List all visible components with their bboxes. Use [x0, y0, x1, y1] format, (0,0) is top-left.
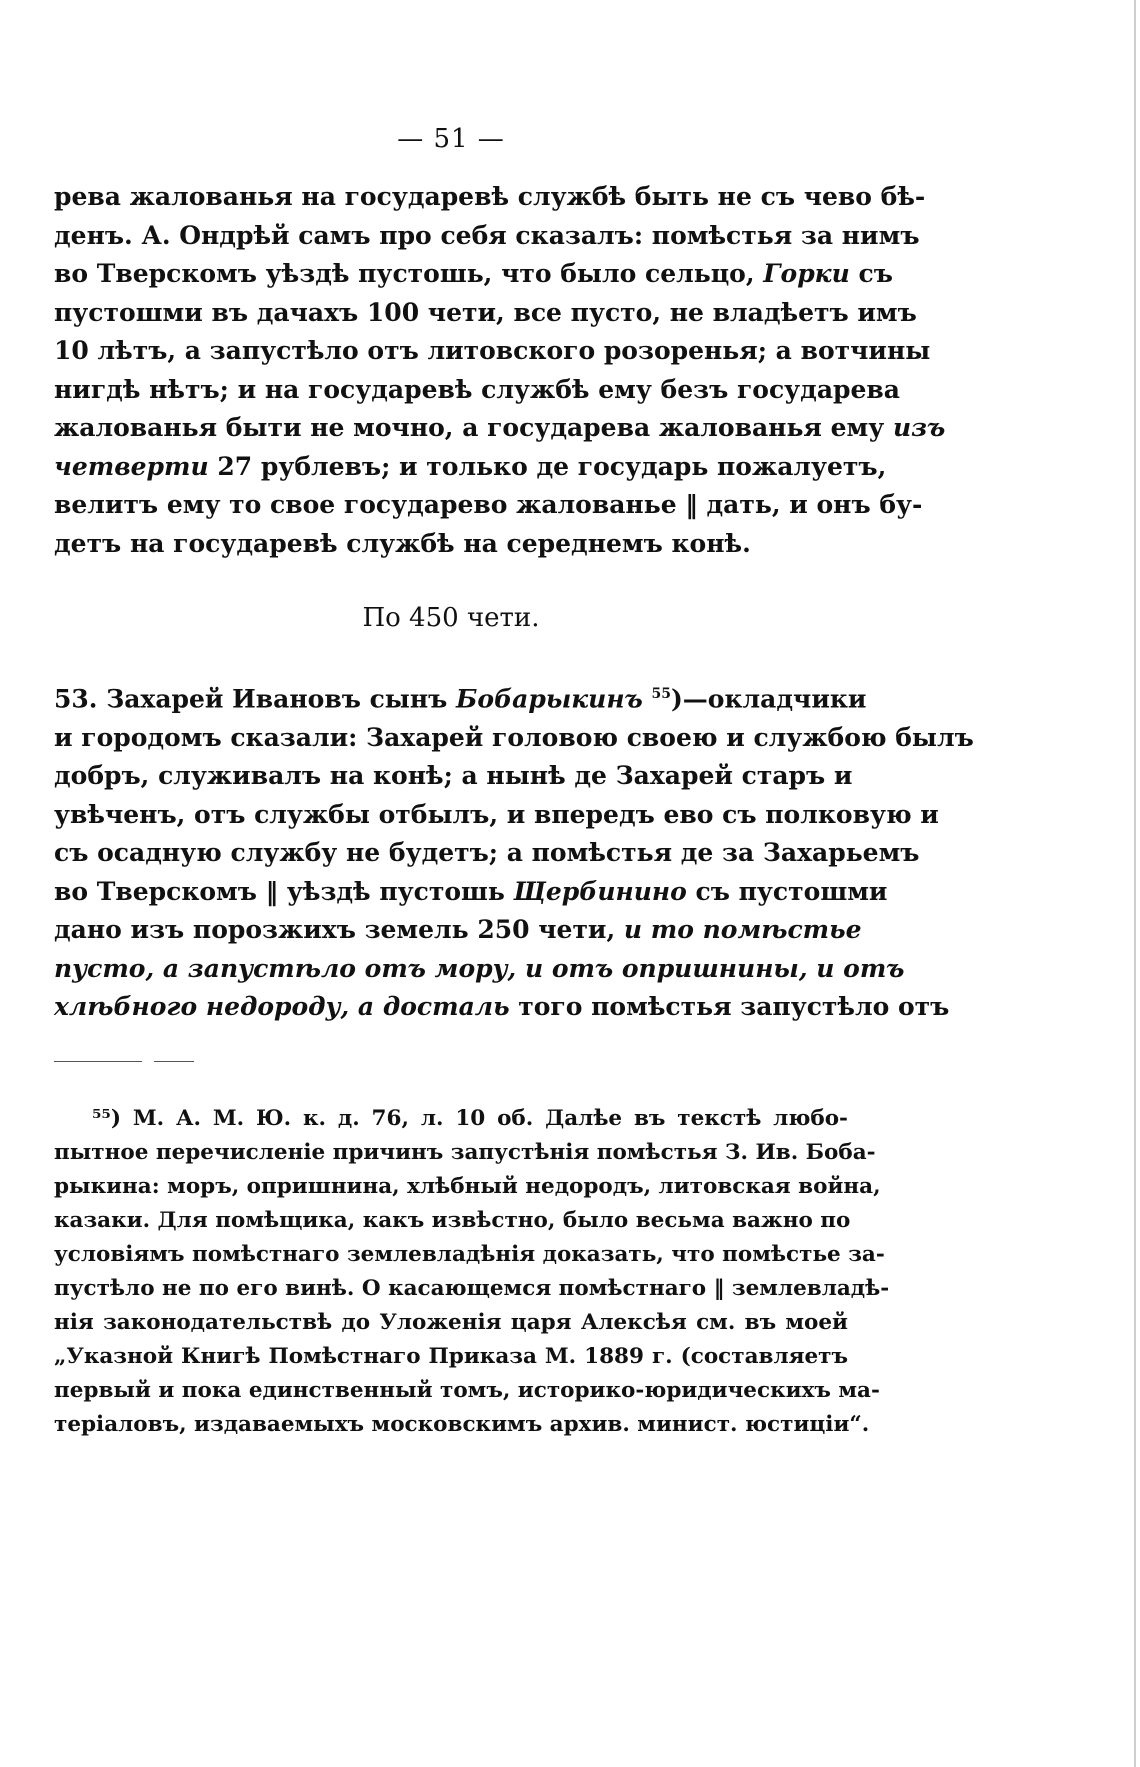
text-line: во Тверскомъ уѣздѣ пустошь, что было сельцо, Горки съ	[54, 259, 893, 288]
text-line: добръ, служивалъ на конѣ; а нынѣ де Захарей старъ и	[54, 761, 853, 791]
place-name-shcherbinino: Щербинино	[513, 876, 687, 906]
page-edge-line	[1134, 0, 1136, 1767]
italic-iz: изъ	[892, 413, 946, 442]
text-line: нигдѣ нѣтъ; и на государевѣ службѣ ему безъ государева	[54, 374, 900, 404]
text-line: дано изъ порозжихъ земель 250 чети, и то помѣстье	[54, 915, 862, 945]
surname: Бобарыкинъ	[456, 684, 643, 714]
italic-chetverti: четверти	[54, 451, 209, 481]
text-line: денъ. А. Ондрѣй самъ про себя сказалъ: помѣстья за нимъ	[54, 220, 920, 250]
footnote-separator	[54, 1061, 848, 1062]
page-number: — 51 —	[397, 124, 505, 154]
text-line: пустошми въ дачахъ 100 чети, все пусто, не владѣетъ имъ	[54, 297, 917, 327]
text-line: велитъ ему то свое государево жалованье ‖ дать, и онъ бу-	[54, 490, 923, 519]
footnote-line: пустѣло не по его винѣ. О касающемся помѣстнаго ‖ землевладѣ-	[54, 1275, 890, 1301]
footnote-line: условіямъ помѣстнаго землевладѣнія доказать, что помѣстье за-	[54, 1241, 885, 1267]
paragraph-2	[54, 675, 974, 1027]
paragraph-1	[54, 178, 946, 563]
entry-number: 53.	[54, 684, 98, 714]
text-line: съ осадную службу не будетъ; а помѣстья де за Захарьемъ	[54, 838, 920, 868]
footnote-line: первый и пока единственный томъ, историко-юридическихъ ма-	[54, 1377, 880, 1403]
text-line: 53. Захарей Ивановъ сынъ Бобарыкинъ $^{55}$)—окладчики	[54, 684, 867, 714]
text-line: во Тверскомъ ‖ уѣздѣ пустошь Щербинино съ пустошми	[54, 876, 888, 906]
document-page	[54, 124, 974, 1442]
text-line: жалованья быти не мочно, а государева жалованья ему изъ	[54, 413, 946, 442]
footnote-line: рыкина: моръ, опришнина, хлѣбный недородъ, литовская война,	[54, 1173, 881, 1199]
text-line: пусто, а запустѣло отъ мору, и отъ опришнины, и отъ	[54, 953, 905, 983]
footnote-ref: 55	[651, 686, 671, 702]
text-line: увѣченъ, отъ службы отбылъ, и впередъ ево съ полковую и	[54, 799, 939, 829]
footnote-line: пытное перечисленіе причинъ запустѣнія помѣстья З. Ив. Боба-	[54, 1139, 876, 1165]
text-line: 10 лѣтъ, а запустѣло отъ литовского розоренья; а вотчины	[54, 336, 931, 365]
place-name-gorki: Горки	[763, 259, 850, 288]
footnote-line: „Указной Книгѣ Помѣстнаго Приказа М. 1889 г. (составляетъ	[54, 1343, 848, 1369]
section-heading: По 450 чети.	[362, 603, 540, 633]
text-line: хлѣбного недороду, а досталь того помѣстья запустѣло отъ	[54, 992, 950, 1022]
text-line: рева жалованья на государевѣ службѣ быть не съ чево бѣ-	[54, 182, 926, 211]
text-line: четверти 27 рублевъ; и только де государь пожалуетъ,	[54, 451, 887, 481]
footnote-line: казаки. Для помѣщика, какъ извѣстно, было весьма важно по	[54, 1207, 851, 1233]
footnote	[54, 1102, 890, 1442]
text-line: и городомъ сказали: Захарей головою своею и службою былъ	[54, 722, 974, 752]
footnote-line: ⁵⁵) М. А. М. Ю. к. д. 76, л. 10 об. Далѣе въ текстѣ любо-	[92, 1105, 848, 1131]
footnote-line: теріаловъ, издаваемыхъ московскимъ архив. минист. юстиціи“.	[54, 1411, 870, 1437]
text-line: детъ на государевѣ службѣ на середнемъ конѣ.	[54, 528, 751, 558]
footnote-line: нія законодательствѣ до Уложенія царя Алексѣя см. въ моей	[54, 1309, 848, 1335]
